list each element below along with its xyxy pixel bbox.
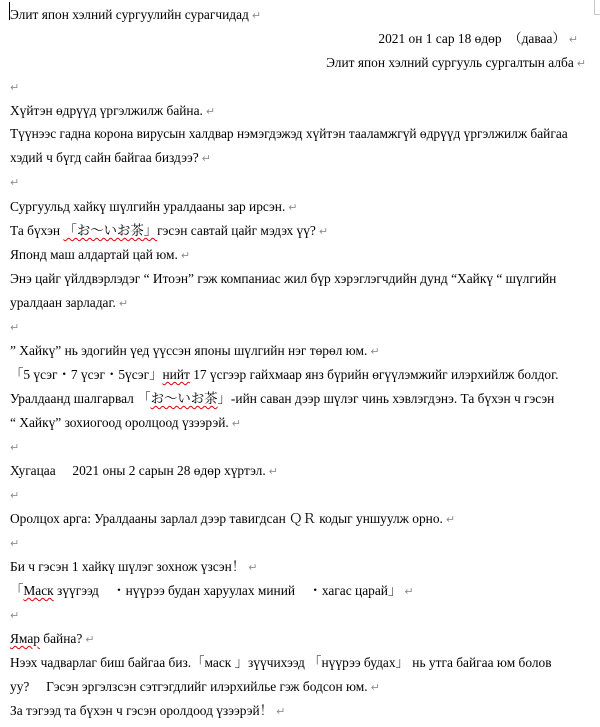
paragraph-mark: ↵ [268, 465, 278, 478]
doc-title[interactable]: Элит япон хэлний сургуулийн сурагчидад ↵ [10, 7, 262, 22]
paragraph-mark: ↵ [370, 681, 380, 694]
paragraph-mark: ↵ [288, 201, 298, 214]
paragraph[interactable]: 「5 үсэг・7 үсэг・5үсэг」нийт 17 үсгээр гайхмаар янз бүрийн өгүүлэмжийг илэрхийлж болдог. [10, 367, 559, 382]
deadline-line[interactable]: Хугацаа 2021 оны 2 сарын 28 өдөр хүртэл. ↵ [10, 463, 278, 478]
page-corner-mark [594, 0, 600, 15]
paragraph[interactable]: Сургуульд хайкү шүлгийн уралдааны зар ирсэн. ↵ [10, 199, 298, 214]
empty-line[interactable] [10, 173, 19, 192]
paragraph[interactable]: Японд маш алдартай цай юм. ↵ [10, 247, 191, 262]
paragraph[interactable]: Ямар байна? ↵ [10, 631, 95, 646]
doc-sender[interactable]: Элит япон хэлний сургууль сургалтын алба ↵ [326, 55, 586, 70]
spellcheck-underlined-text: Ямар [10, 631, 40, 646]
paragraph-mark: ↵ [251, 9, 262, 22]
paragraph[interactable]: “ Хайкү” зохиогоод оролцоод үзээрэй. ↵ [10, 415, 241, 430]
paragraph-mark: ↵ [10, 537, 20, 550]
paragraph[interactable]: Энэ цайг үйлдвэрлэдэг “ Итоэн” гэж компаниас жил бүр хэрэглэгчдийн дунд “Хайкү “ шүлгийн [10, 271, 557, 286]
paragraph[interactable]: хэдий ч бүгд сайн байгаа биздээ? ↵ [10, 150, 211, 165]
empty-line[interactable] [10, 486, 19, 505]
paragraph-mark: ↵ [10, 489, 20, 502]
paragraph-mark: ↵ [180, 249, 191, 262]
paragraph-mark: ↵ [568, 33, 578, 46]
spellcheck-underlined-text: 「お～いお茶」 [63, 223, 158, 238]
paragraph[interactable]: уу? Гэсэн эргэлзсэн сэтгэгдлийг илэрхийлье гэж бодсон юм. ↵ [10, 679, 380, 694]
empty-line[interactable] [10, 534, 19, 553]
paragraph-mark: ↵ [10, 176, 20, 189]
haiku-line[interactable]: 「Маск зүүгээд ・нүүрээ будан харуулах миний ・хагас царай」 ↵ [10, 583, 414, 598]
paragraph-mark: ↵ [576, 57, 586, 70]
paragraph-mark: ↵ [118, 297, 129, 310]
empty-line[interactable] [10, 78, 19, 97]
paragraph[interactable]: Та бүхэн 「お～いお茶」гэсэн савтай цайг мэдэх үү? ↵ [10, 223, 329, 238]
empty-line[interactable] [10, 438, 19, 457]
spellcheck-underlined-text: Маск [23, 583, 54, 598]
empty-line[interactable] [10, 318, 19, 337]
paragraph-mark: ↵ [318, 225, 329, 238]
spellcheck-underlined-text: お～いお茶 [150, 391, 218, 406]
empty-line[interactable] [10, 606, 19, 625]
paragraph[interactable]: уралдаан зарладаг. ↵ [10, 295, 129, 310]
paragraph-mark: ↵ [370, 345, 380, 358]
paragraph-mark: ↵ [10, 81, 20, 94]
paragraph-mark: ↵ [10, 441, 20, 454]
paragraph[interactable]: ” Хайкү” нь эдогийн үед үүссэн японы шүлгийн нэг төрөл юм. ↵ [10, 343, 380, 358]
method-line[interactable]: Оролцох арга: Уралдааны зарлал дээр тавигдсан ＱＲ кодыг уншуулж орно. ↵ [10, 511, 456, 526]
paragraph[interactable]: Би ч гэсэн 1 хайкү шүлэг зохнож үзсэн！ ↵ [10, 559, 258, 574]
paragraph[interactable]: Нээх чадварлаг биш байгаа биз.「маск 」зүүчихээд 「нүүрээ будах」 нь утга байгаа юм болов [10, 655, 552, 670]
paragraph-mark: ↵ [231, 417, 241, 430]
paragraph[interactable]: Уралдаанд шалгарвал 「お～いお茶」-ийн саван дээр шүлэг чинь хэвлэгдэнэ. Та бүхэн ч гэсэн [10, 391, 555, 406]
paragraph[interactable]: За тэгээд та бүхэн ч гэсэн оролдоод үзээрэй！ ↵ [10, 703, 286, 718]
paragraph-mark: ↵ [445, 513, 456, 526]
paragraph[interactable]: Түүнээс гадна корона вирусын халдвар нэмэгдэжэд хүйтэн тааламжгүй өдрүүд үргэлжилж байгаа [10, 126, 568, 141]
paragraph-mark: ↵ [404, 585, 414, 598]
paragraph-mark: ↵ [85, 633, 95, 646]
paragraph-mark: ↵ [248, 561, 258, 574]
paragraph-mark: ↵ [205, 105, 216, 118]
paragraph-mark: ↵ [10, 321, 20, 334]
paragraph-mark: ↵ [10, 609, 20, 622]
paragraph-mark: ↵ [201, 152, 211, 165]
paragraph-mark: ↵ [276, 705, 286, 718]
paragraph[interactable]: Хүйтэн өдрүүд үргэлжилж байна. ↵ [10, 103, 216, 118]
doc-date[interactable]: 2021 он 1 сар 18 өдөр （даваа） ↵ [378, 31, 578, 46]
spellcheck-underlined-text: нийт [162, 367, 190, 382]
